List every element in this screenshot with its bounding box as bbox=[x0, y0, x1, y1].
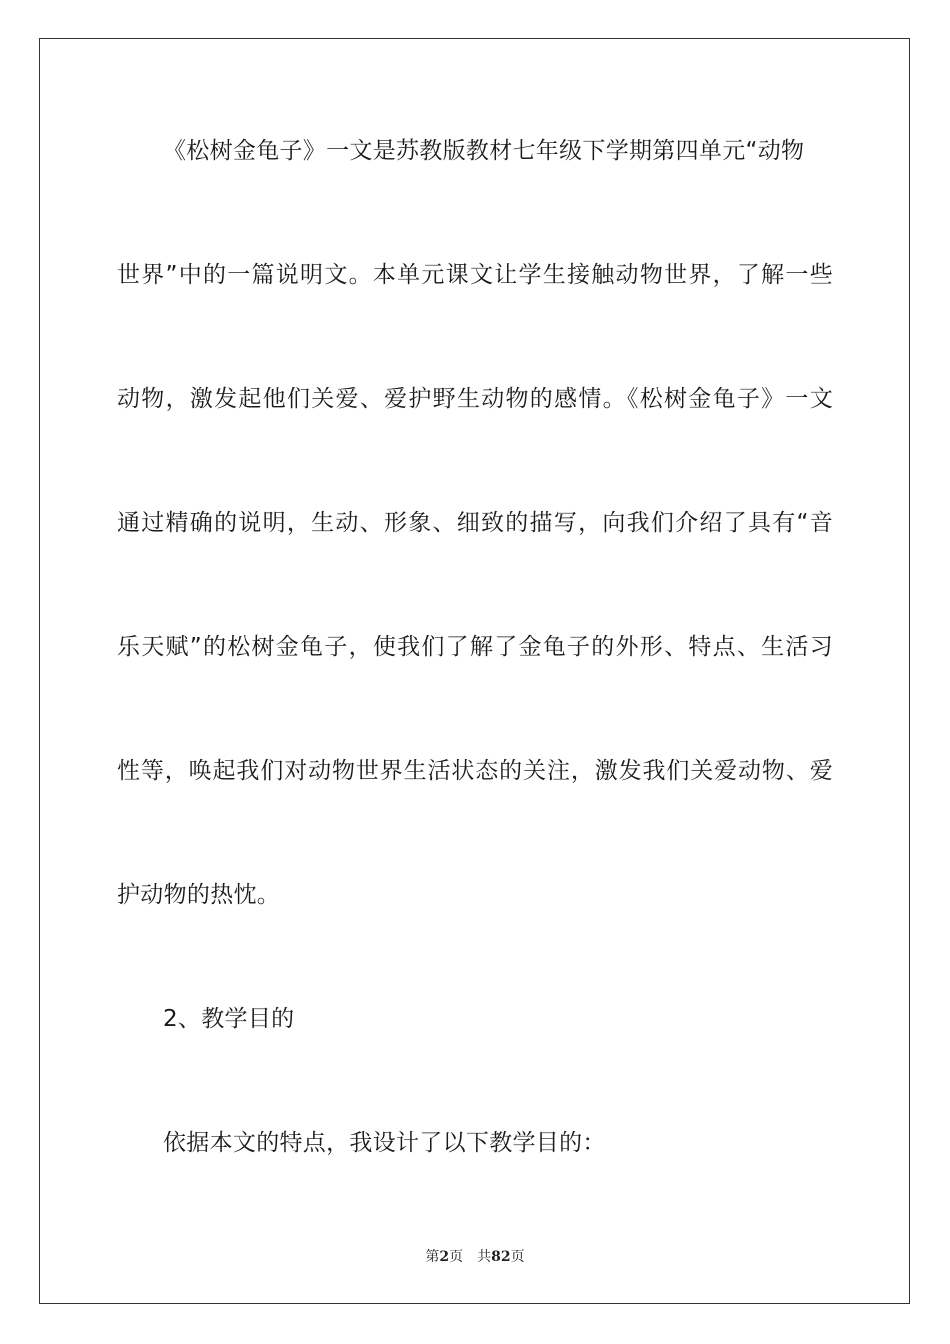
paragraph-line: 依据本文的特点，我设计了以下教学目的： bbox=[163, 1130, 606, 1156]
page-suffix: 页 bbox=[449, 1249, 464, 1265]
total-prefix: 共 bbox=[477, 1249, 492, 1265]
total-page-count: 82 bbox=[491, 1249, 511, 1265]
paragraph-line: 护动物的热忱。 bbox=[117, 882, 281, 908]
paragraph-line: 世界”中的一篇说明文。本单元课文让学生接触动物世界，了解一些 bbox=[117, 262, 833, 288]
page-prefix: 第 bbox=[425, 1249, 440, 1265]
total-suffix: 页 bbox=[510, 1249, 525, 1265]
paragraph-line: 动物，激发起他们关爱、爱护野生动物的感情。《松树金龟子》一文 bbox=[117, 386, 833, 412]
section-heading: 2、教学目的 bbox=[163, 1006, 295, 1032]
paragraph-line: 乐天赋”的松树金龟子，使我们了解了金龟子的外形、特点、生活习 bbox=[117, 634, 833, 660]
paragraph-line: 通过精确的说明，生动、形象、细致的描写，向我们介绍了具有“音 bbox=[117, 510, 833, 536]
page-footer bbox=[0, 1248, 950, 1266]
page-border bbox=[39, 38, 910, 1304]
paragraph-line: 《松树金龟子》一文是苏教版教材七年级下学期第四单元“动物 bbox=[163, 138, 805, 164]
paragraph-line: 性等，唤起我们对动物世界生活状态的关注，激发我们关爱动物、爱 bbox=[117, 758, 833, 784]
current-page-number: 2 bbox=[439, 1249, 450, 1265]
